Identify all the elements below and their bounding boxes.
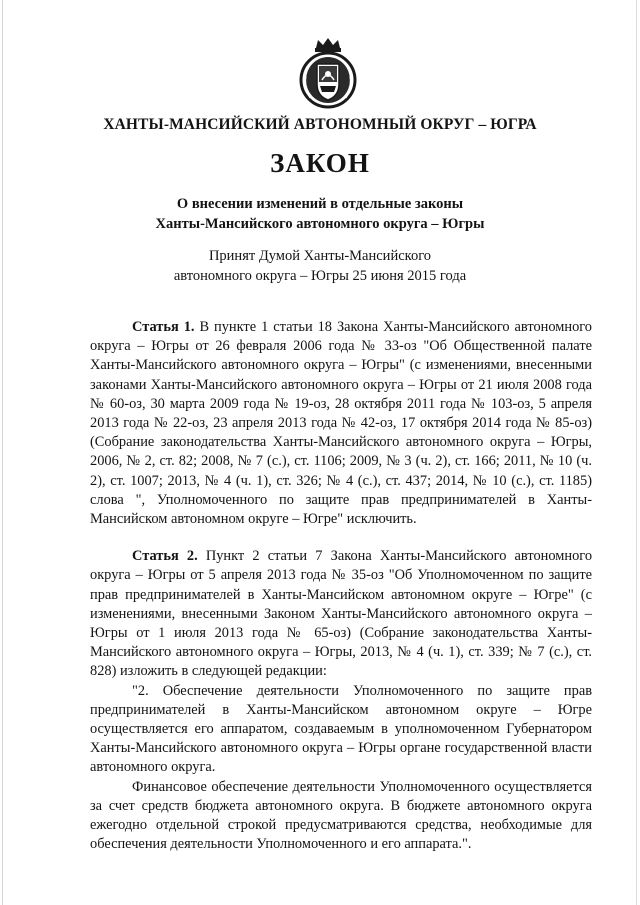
scan-edge-right — [636, 0, 637, 905]
law-subject-line-1: О внесении изменений в отдельные законы — [176, 196, 464, 212]
scan-edge-left — [2, 0, 3, 905]
article-2 — [90, 547, 592, 681]
coat-of-arms-icon — [298, 36, 358, 110]
article-1 — [90, 318, 592, 529]
document-type: ЗАКОН — [270, 148, 370, 178]
article-2-quote-paragraph-1: "2. Обеспечение деятельности Уполномоченного по защите прав предпринимателей в Ханты-Мансийском автономном округе – Югре осуществляется его аппаратом, создаваемым в уполномоченном Губернатором Ханты-Мансийского автономного округа – Югры органе государственной власти автономного округа. — [90, 682, 592, 776]
adoption-note-line-1: Принят Думой Ханты-Мансийского — [208, 248, 432, 264]
law-body — [90, 318, 592, 854]
article-2-text: Пункт 2 статьи 7 Закона Ханты-Мансийского автономного округа – Югры от 5 апреля 2013 года № 35-оз "Об Уполномоченном по защите прав предпринимателей в Ханты-Мансийском автономном округе – Югре" (с изменениями, внесенными Законом Ханты-Мансийского автономного округа – Югры от 1 июля 2013 года № 65-оз) (Собрание законодательства Ханты-Мансийского автономного округа – Югры, 2013, № 4 (ч. 1), ст. 339; № 7 (с.), ст. 828) изложить в следующей редакции: — [90, 548, 593, 680]
adoption-note — [60, 246, 580, 286]
adoption-note-line-2: автономного округа – Югры 25 июня 2015 года — [173, 268, 467, 284]
law-subject — [60, 194, 580, 234]
article-2-label: Статья 2. — [132, 548, 198, 565]
article-1-text: В пункте 1 статьи 18 Закона Ханты-Мансийского автономного округа – Югры от 26 февраля 2006 года № 33-оз "Об Общественной палате Ханты-Мансийского автономного округа – Югры" (с изменениями, внесенными законами Ханты-Мансийского автономного округа – Югры от 21 июля 2008 года № 60-оз, 30 марта 2009 года № 19-оз, 28 октября 2011 года № 103-оз, 5 апреля 2013 года № 22-оз, 23 апреля 2013 года № 42-оз, 17 октября 2014 года № 85-оз) (Собрание законодательства Ханты-Мансийского автономного округа – Югры, 2006, № 2, ст. 82; 2008, № 7 (с.), ст. 1106; 2009, № 3 (ч. 2), ст. 166; 2011, № 10 (ч. 2), ст. 1007; 2013, № 4 (ч. 1), ст. 326; № 4 (с.), ст. 437; 2014, № 10 (с.), ст. 1185) слова ", Уполномоченного по защите прав предпринимателей в Ханты-Мансийском автономном округе – Югре" исключить. — [90, 319, 593, 528]
law-subject-line-2: Ханты-Мансийского автономного округа – Югры — [155, 216, 485, 232]
region-title: ХАНТЫ-МАНСИЙСКИЙ АВТОНОМНЫЙ ОКРУГ – ЮГРА — [103, 116, 537, 133]
article-1-label: Статья 1. — [132, 319, 195, 335]
article-2-quote-paragraph-2: Финансовое обеспечение деятельности Уполномоченного осуществляется за счет средств бюджета автономного округа. В бюджете автономного округа ежегодно отдельной строкой предусматриваются средства, необходимые для обеспечения деятельности Уполномоченного и его аппарата.". — [90, 778, 592, 853]
